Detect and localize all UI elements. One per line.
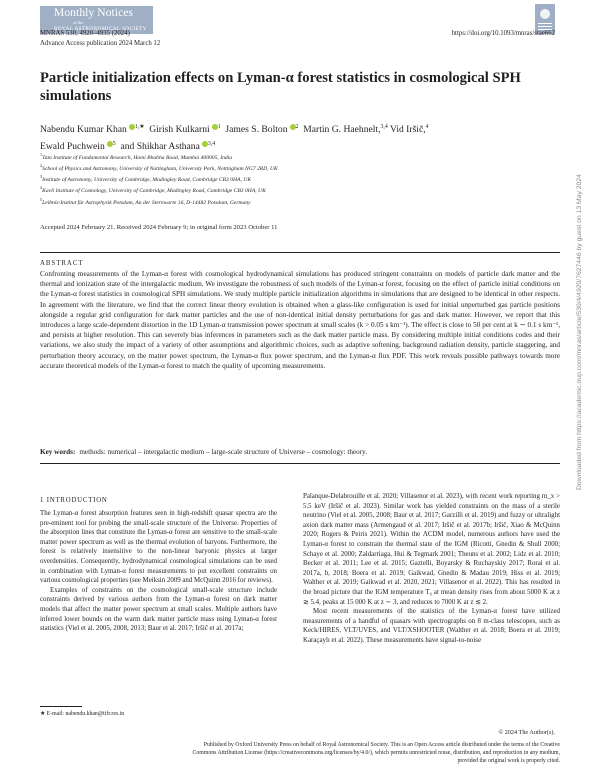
right-column (303, 492, 560, 646)
author-affiliation-mark: 5 (112, 141, 116, 148)
paragraph: The Lyman-α forest absorption features seen in high-redshift quasar spectra are the pre-eminent tool for probing the small-scale structure of the Universe. Properties of the absorption lines that constitute the Lyman-α forest are sensitive to the small-scale matter power spectrum as well as the thermal evolution of baryons. Furthermore, the forest is relatively insensitive to the non-linear baryonic physics at larger overdensities. Consequently, hydrodynamical cosmological simulations can be used in combination with Lyman-α forest measurements to put excellent constraints on various cosmological properties (see Meiksin 2009 and McQuinn 2016 for reviews). (40, 510, 277, 585)
section-heading: 1 INTRODUCTION (40, 497, 108, 504)
author-name[interactable]: and Shikhar Asthana (120, 141, 200, 153)
banner-society: ROYAL ASTRONOMICAL SOCIETY (54, 25, 147, 32)
affiliation: School of Physics and Astronomy, University of Nottingham, University Park, Nottingham NG7 2RD, UK (42, 166, 278, 173)
author-name[interactable]: Ewald Puchwein (40, 141, 105, 153)
keywords-text: methods: numerical – intergalactic medium – large-scale structure of Universe – cosmology: theory. (79, 448, 368, 456)
abstract-heading: ABSTRACT (40, 260, 84, 267)
keywords (40, 448, 560, 456)
license-line: provided the original work is properly cited. (457, 758, 560, 765)
author-name[interactable]: Martin G. Haehnelt, (303, 124, 381, 136)
affiliation: Leibniz-Institut für Astrophysik Potsdam, An der Sternwarte 16, D-14482 Potsdam, Germany (42, 199, 251, 206)
email-footnote[interactable]: ★ E-mail: nabendu.khan@tifr.res.in (40, 711, 125, 717)
banner-title: Monthly Notices (54, 7, 134, 19)
author-affiliation-mark: 3,4 (380, 124, 388, 130)
left-column (40, 509, 277, 634)
divider (40, 463, 560, 464)
affiliation-list: $^1$Tata Institute of Fundamental Research, Homi Bhabha Road, Mumbai 400005, India $^2$School of Physics and Astronomy, University of Nottingham, University Park, Nottingham NG7 2RD, UK $^3$Institute of Astronomy, University of Cambridge, Madingley Road, Cambridge CB3 0HA, UK $^4$Kavli Institute of Cosmology, University of Cambridge, Madingley Road, Cambridge CB3 0HA, UK $^5$Leibniz-Institut für Astrophysik Potsdam, An der Sternwarte 16, D-14482 Potsdam, Germany (40, 152, 278, 206)
author-affiliation-mark: 2 (295, 124, 299, 130)
footnote-divider (40, 706, 82, 707)
affiliation: Institute of Astronomy, University of Cambridge, Madingley Road, Cambridge CB3 0HA, UK (42, 177, 252, 184)
author-name[interactable]: James S. Bolton (225, 124, 288, 136)
copyright: © 2024 The Author(s). (498, 729, 555, 736)
divider (40, 252, 560, 253)
author-name[interactable]: Nabendu Kumar Khan (40, 124, 127, 136)
paragraph: Most recent measurements of the statistics of the Lyman-α forest have utilized measurements of a handful of quasars with spectrographs on 8 m-class telescopes, such as Keck/HIRES, VLT/UVES, and VLT/XSHOOTER (Walther et al. 2018; Boera et al. 2019; Karaçaylı et al. 2022). These measurements have signal-to-noise (303, 608, 560, 644)
license-text (40, 741, 560, 766)
abstract-text: Confronting measurements of the Lyman-α forest with cosmological hydrodynamical simulations has produced stringent constraints on models of particle dark matter and the thermal and ionization state of the intergalactic medium. We investigate the robustness of such models of the Lyman-α forest, focusing on the effect of particle initial conditions on the Lyman-α forest statistics in cosmological SPH simulations. We study multiple particle initialization algorithms in simulations that are designed to be identical in other respects. In agreement with the literature, we find that the correct linear theory evolution is obtained when a glass-like configuration is used for initial unperturbed gas particle positions alongside a regular grid configuration for dark matter particles and the use of non-identical initial density perturbations for gas and dark matter. However, we report that this introduces a large scale-dependent distortion in the 1D Lyman-α transmission power spectrum at small scales (k > 0.05 s km⁻¹). The effect is close to 50 per cent at k ∼ 0.1 s km⁻¹, and persists at higher resolution. This can severely bias inferences in parameters such as the dark matter particle mass. By considering multiple initial conditions codes and their variations, we also study the impact of a variety of other assumptions and algorithmic choices, such as adaptive softening, background radiation density, particle staggering, and perturbation theory accuracy, on the matter power spectrum, the Lyman-α flux power spectrum, and the Lyman-α flux PDF. This work reveals possible pathways towards more accurate theoretical models of the Lyman-α forest to match the quality of upcoming measurements. (40, 270, 560, 370)
author-affiliation-mark: 3,4 (207, 141, 216, 148)
banner-subtitle: of the (73, 20, 84, 25)
author-name[interactable]: Girish Kulkarni (149, 124, 210, 136)
author-affiliation-mark: 1 (217, 124, 221, 130)
keywords-label: Key words: (40, 448, 76, 456)
submission-dates: Accepted 2024 February 21. Received 2024 February 9; in original form 2023 October 11 (40, 224, 278, 231)
affiliation: Tata Institute of Fundamental Research, Homi Bhabha Road, Mumbai 400005, India (42, 154, 233, 161)
doi-link[interactable]: https://doi.org/10.1093/mnras/stae662 (451, 30, 555, 37)
paragraph: Examples of constraints on the cosmological small-scale structure include constraints derived by various authors from the Lyman-α forest on dark matter models that affect the matter power spectrum at small scales. Multiple authors have inferred lower bounds on the warm dark matter particle mass using Lyman-α forest statistics (Viel et al. 2005, 2008, 2013; Baur et al. 2017; Iršič et al. 2017a; (40, 586, 277, 633)
author-list (40, 120, 560, 154)
journal-citation: MNRAS 530, 4920–4935 (2024) (40, 30, 130, 37)
author-name[interactable]: Vid Iršič, (389, 124, 426, 136)
advance-access: Advance Access publication 2024 March 12 (40, 40, 161, 47)
affiliation: Kavli Institute of Cosmology, University of Cambridge, Madingley Road, Cambridge CB3 0HA, UK (42, 188, 266, 195)
license-line: Published by Oxford University Press on behalf of Royal Astronomical Society. This is an Open Access article distributed under the terms of the Creative (203, 742, 560, 748)
author-affiliation-mark: 4 (425, 124, 429, 130)
license-line[interactable]: Commons Attribution License (https://creativecommons.org/licenses/by/4.0/), which permits unrestricted reuse, distribution, and reproduction in any medium, (192, 750, 560, 757)
paragraph: Palanque-Delabrouille et al. 2020; Villasenor et al. 2023), with recent work reporting m_x > 5.5 keV (Iršič et al. 2023). Similar work has yielded constraints on the mass of a sterile neutrino (Viel et al. 2005, 2008; Baur et al. 2017; Garzilli et al. 2019) and fuzzy or ultralight axion dark matter mass (Armengaud et al. 2017; Iršič et al. 2017b; Iršič, Xiao & McQuinn 2020; Rogers & Peiris 2021). Within the ΛCDM model, numerous authors have used the Lyman-α forest to constrain the thermal state of the IGM (Ricotti, Gnedin & Shull 2000; Schaye et al. 2000; Zaldarriaga, Hui & Tegmark 2001; Theuns et al. 2002; Lidz et al. 2010; Becker et al. 2011; Lee et al. 2015; Gaztelli, Boyarsky & Ruchayskiy 2017; Rorai et al. 2017a, b, 2018; Boera et al. 2019; Gaikwad, Gnedin & Madau 2019; Hiss et al. 2019; Walther et al. 2019; Gaikwad et al. 2020, 2021; Villasenor et al. 2022). This has resulted in the broad picture that the IGM temperature T₀ at mean density rises from about 5000 K at z ≳ 5.4, peaks at 15 000 K at z ∼ 3, and reduces to 7000 K at z ≲ 2. (303, 493, 560, 606)
paper-title: Particle initialization effects on Lyman-α forest statistics in cosmological SPH simulations (40, 70, 521, 104)
download-watermark: Downloaded from https://academic.oup.com/mnras/article/530/4/4920/7627446 by guest on 13 May 2024 (576, 174, 583, 490)
author-affiliation-mark: 1,★ (134, 124, 145, 130)
